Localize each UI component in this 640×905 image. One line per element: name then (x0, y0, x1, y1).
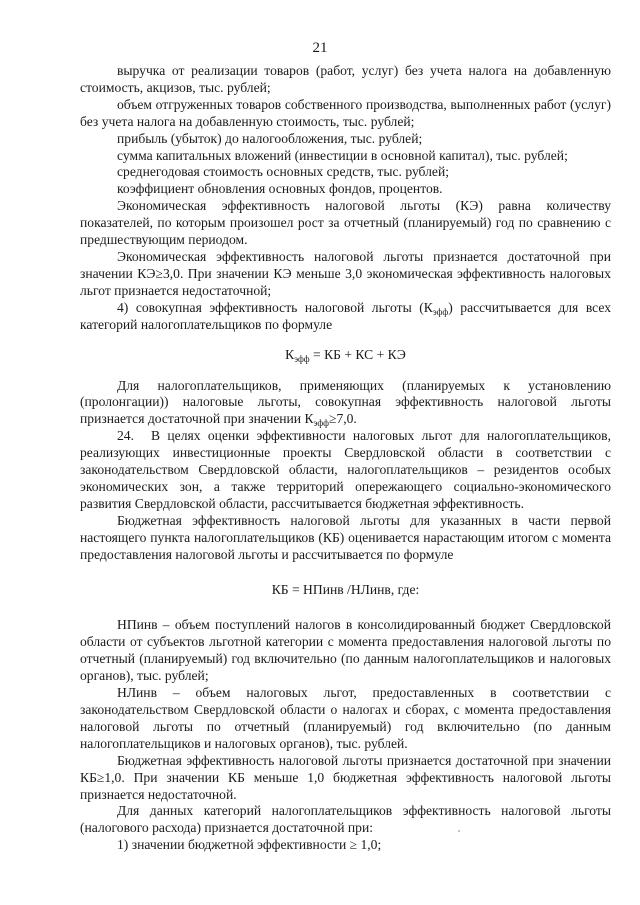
item-24-text: В целях оценки эффективности налоговых льгот для налогоплательщиков, реализующих инвестиционные проекты Свердловской области в соответствии с законодательством Свердловской области, налогоплательщиков – резидентов особых экономических зон, а также территорий опережающего социально-экономического развития Свердловской области, рассчитывается бюджетная эффективность. (80, 428, 611, 511)
paragraph: Экономическая эффективность налоговой льготы признается достаточной при значении КЭ≥3,0. При значении КЭ меньше 3,0 экономическая эффективность налоговых льгот признается недостаточной; (80, 248, 611, 298)
item-4-paragraph (80, 300, 611, 334)
page-number: 21 (312, 40, 328, 56)
item-4-subscript: эфф (432, 306, 449, 317)
formula-total-efficiency (80, 346, 611, 363)
total-efficiency-text: Для налогоплательщиков, применяющих (планируемых к установлению (пролонгации)) налоговые льготы, совокупная эффективность налоговой льготы признается достаточной при значении К (80, 377, 611, 427)
paragraph: среднегодовая стоимость основных средств, тыс. рублей; (117, 164, 450, 180)
budget-efficiency-paragraph: Бюджетная эффективность налоговой льготы для указанных в части первой настоящего пункта налогоплательщиков (КБ) оценивается нарастающим итогом с момента предоставления налоговой льготы и рассчитывается по формуле (80, 512, 611, 562)
item-24-paragraph (80, 428, 611, 513)
item-4-text-end: ) рассчитывается для всех категорий налогоплательщиков по формуле (80, 299, 612, 332)
paragraph: коэффициент обновления основных фондов, процентов. (117, 181, 443, 197)
formula-subscript: эфф (294, 353, 310, 364)
paragraph: объем отгруженных товаров собственного производства, выполненных работ (услуг) без учета налога на добавленную стоимость, тыс. рублей; (80, 96, 611, 129)
paragraph: выручка от реализации товаров (работ, услуг) без учета налога на добавленную стоимость, акцизов, тыс. рублей; (80, 63, 611, 95)
scan-speck (458, 830, 460, 832)
item-4-text: 4) совокупная эффективность налоговой льготы (К (117, 299, 433, 315)
total-efficiency-subscript: эфф (313, 418, 329, 429)
document-body (80, 63, 611, 854)
formula-budget-efficiency: КБ = НПинв /НЛинв, где: (271, 582, 420, 598)
total-efficiency-threshold: ≥7,0. (328, 411, 357, 427)
definition-npinv: НПинв – объем поступлений налогов в консолидированный бюджет Свердловской области от субъектов льготной категории с момента предоставления налоговой льготы по отчетный (планируемый) год включительно (по данным налогоплательщиков и налоговых органов), тыс. рублей; (80, 617, 611, 684)
formula-symbol: К (285, 346, 295, 362)
definition-nlinv: НЛинв – объем налоговых льгот, предоставленных в соответствии с законодательством Свердловской области о налогах и сборах, с момента предоставления налоговой льготы по отчетный (планируемый) год включительно (по данным налогоплательщиков и налоговых органов), тыс. рублей. (80, 685, 611, 751)
paragraph: Бюджетная эффективность налоговой льготы признается достаточной при значении КБ≥1,0. При значении КБ меньше 1,0 бюджетная эффективность налоговой льготы признается недостаточной. (80, 752, 611, 802)
paragraph: Для данных категорий налогоплательщиков эффективность налоговой льготы (налогового расхода) признается достаточной при: (80, 803, 611, 836)
paragraph: Экономическая эффективность налоговой льготы (КЭ) равна количеству показателей, по которым произошел рост за отчетный (планируемый) год по сравнению с предшествующим периодом. (80, 198, 611, 248)
item-24-number: 24. (117, 428, 134, 444)
paragraph: прибыль (убыток) до налогообложения, тыс. рублей; (117, 130, 423, 146)
formula-expression: = КБ + КС + КЭ (309, 346, 406, 362)
total-efficiency-paragraph (80, 378, 611, 429)
list-item: 1) значении бюджетной эффективности ≥ 1,0; (117, 837, 382, 853)
paragraph: сумма капитальных вложений (инвестиции в основной капитал), тыс. рублей; (117, 147, 568, 163)
